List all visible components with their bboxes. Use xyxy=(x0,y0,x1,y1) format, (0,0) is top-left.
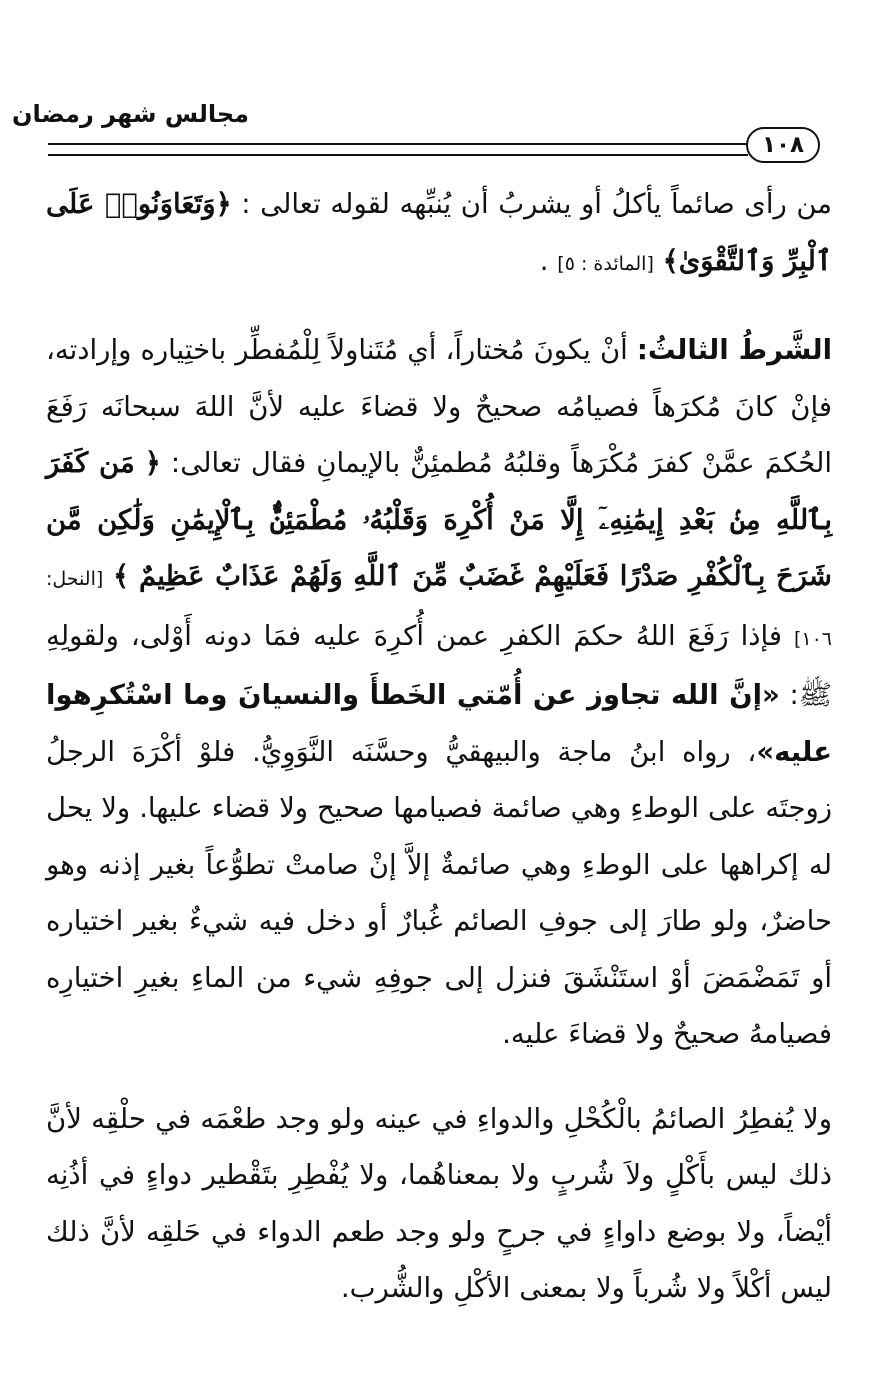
paragraph-3 xyxy=(46,1091,832,1317)
paragraph-gap xyxy=(46,1063,832,1091)
verse-reference-1: [المائدة : ٥] xyxy=(557,252,654,275)
paragraph-1-end: . xyxy=(539,244,558,277)
quran-open-bracket: ﴿ xyxy=(144,447,161,479)
quran-open-bracket: ﴿ xyxy=(215,188,232,220)
paragraph-3-text: ولا يُفطِرُ الصائمُ بالْكُحْلِ والدواءِ في عينه ولو وجد طعْمَه في حلْقِه لأنَّ ذلك ليس بأَكْلٍ ولاَ شُربٍ ولا بمعناهُما، ولا يُفْطِرِ بتَقْطير دواءٍ في أذُنِه أيْضاً، ولا بوضع داواءٍ في جرحٍ ولو وجد طعم الدواء في حَلقِه لأنَّ ذلك ليس أكْلاً ولا شُرباً ولا بمعنى الأكْلِ والشُّرب. xyxy=(46,1102,832,1304)
paragraph-gap xyxy=(46,292,832,322)
quran-close-bracket: ﴾ xyxy=(662,244,679,277)
verse-reference-2: [النحل: ١٠٦] xyxy=(46,568,832,650)
paragraph-2 xyxy=(46,322,832,1063)
quran-verse-2: مَن كَفَرَ بِٱللَّهِ مِنۢ بَعْدِ إِيمَٰنِهِۦٓ إِلَّا مَنْ أُكْرِهَ وَقَلْبُهُۥ مُطْمَئِنٌّۢ بِٱلْإِيمَٰنِ وَلَٰكِن مَّن شَرَحَ بِٱلْكُفْرِ صَدْرًا فَعَلَيْهِمْ غَضَبٌ مِّنَ ٱللَّهِ وَلَهُمْ عَذَابٌ عَظِيمٌ xyxy=(46,447,832,592)
paragraph-1 xyxy=(46,176,832,292)
paragraph-2-text-c: ، رواه ابنُ ماجة والبيهقيُّ وحسَّنَه النَّوَوِيُّ. فلوْ أكْرَهَ الرجلُ زوجتَه على الوطءِ وهي صائمة فصيامها صحيح ولا قضاء عليها. ولا يحل له إكراهها على الوطءِ وهي صائمةٌ إلاَّ إنْ صامتْ تطوُّعاً بغير إذنه وهو حاضرٌ، ولو طارَ إلى جوفِ الصائم غُبارٌ أو دخل فيه شيءٌ بغير اختياره أو تَمَضْمَضَ أوْ استَنْشَقَ فنزل إلى جوفِهِ شيء من الماءِ بغيرِ اختيارِه فصيامهُ صحيحٌ ولا قضاءَ عليه. xyxy=(46,735,832,1050)
section-heading: الشَّرطُ الثالثُ: xyxy=(636,334,832,366)
paragraph-2-text-b: فإذا رَفَعَ اللهُ حكمَ الكفرِ عمن أُكرِهَ عليه فمَا دونه أَوْلى، ولقولِهِ ﷺ: xyxy=(46,619,833,711)
running-title: مجالس شهر رمضان xyxy=(11,100,249,128)
paragraph-2-text-a: أنْ يكونَ مُختاراً، أي مُتَناولاً لِلْمُفطِّر باختِياره وإرادته، فإنْ كانَ مُكرَهاً فصيامُه صحيحٌ ولا قضاءَ عليه لأنَّ اللهَ سبحانَه رَفَعَ الحُكمَ عمَّنْ كفرَ مُكْرَهاً وقلبُهُ مُطمئِنٌّ بالإيمانِ فقال تعالى: xyxy=(46,334,832,479)
body-text xyxy=(46,176,832,1317)
quran-verse-1: وَتَعَاوَنُوا۟ عَلَى ٱلْبِرِّ وَٱلتَّقْوَىٰ xyxy=(46,188,832,277)
paragraph-1-text: من رأى صائماً يأكلُ أو يشربُ أن يُنبِّهه لقوله تعالى : xyxy=(231,188,832,220)
header-rule xyxy=(48,143,748,156)
hadith-quote: «إنَّ الله تجاوز عن أُمّتي الخَطأَ والنسيانَ وما اسْتُكرِهوا عليه» xyxy=(46,679,832,768)
quran-close-bracket: ﴾ xyxy=(113,560,130,592)
page-number: ١٠٨ xyxy=(746,127,820,163)
